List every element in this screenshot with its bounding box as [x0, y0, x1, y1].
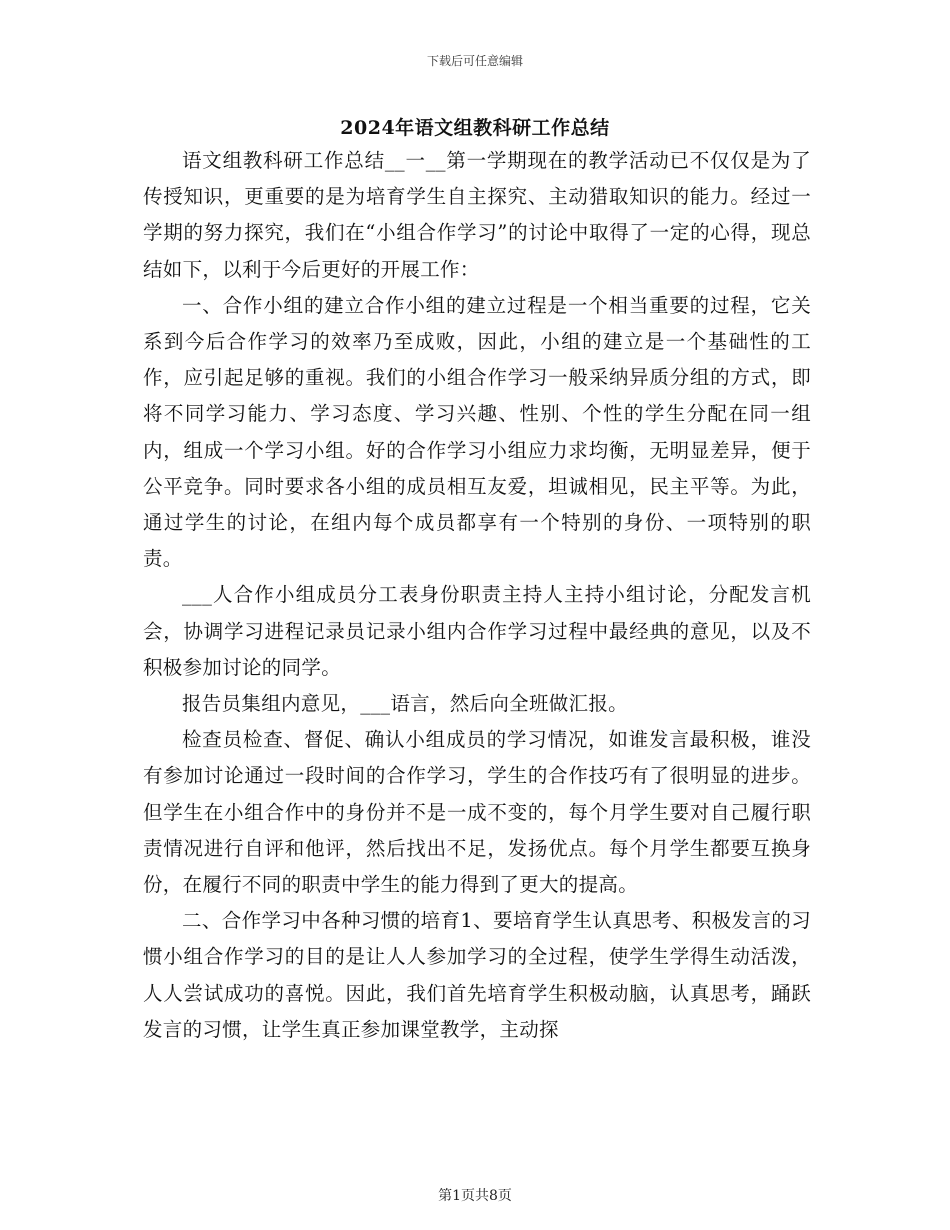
header-note: 下载后可任意编辑 [426, 54, 523, 68]
paragraph-reporter: 报告员集组内意见，___语言，然后向全班做汇报。 [182, 692, 628, 716]
paragraph-inspector: 检查员检查、督促、确认小组成员的学习情况，如谁发言最积极，谁没有参加讨论通过一段时间的合作学习，学生的合作技巧有了很明显的进步。但学生在小组合作中的身份并不是一成不变的，每个月学生要对自己履行职责情况进行自评和他评，然后找出不足，发扬优点。每个月学生都要互换身份，在履行不同的职责中学生的能力得到了更大的提高。 [143, 728, 811, 897]
page-footer: 第1页共8页 [438, 1188, 512, 1204]
paragraph-group-setup: 一、合作小组的建立合作小组的建立过程是一个相当重要的过程，它关系到今后合作学习的效率乃至成败，因此，小组的建立是一个基础性的工作，应引起足够的重视。我们的小组合作学习一般采纳异质分组的方式，即将不同学习能力、学习态度、学习兴趣、性别、个性的学生分配在同一组内，组成一个学习小组。好的合作学习小组应力求均衡，无明显差异，便于公平竞争。同时要求各小组的成员相互友爱，坦诚相见，民主平等。为此，通过学生的讨论，在组内每个成员都享有一个特别的身份、一项特别的职责。 [143, 293, 811, 571]
document-title: 2024年语文组教科研工作总结 [340, 117, 610, 139]
paragraph-roles: ___人合作小组成员分工表身份职责主持人主持小组讨论，分配发言机会，协调学习进程记录员记录小组内合作学习过程中最经典的意见，以及不积极参加讨论的同学。 [143, 583, 811, 679]
paragraph-intro: 语文组教科研工作总结__一__第一学期现在的教学活动已不仅仅是为了传授知识，更重要的是为培育学生自主探究、主动猎取知识的能力。经过一学期的努力探究，我们在“小组合作学习”的讨论中取得了一定的心得，现总结如下，以利于今后更好的开展工作： [143, 149, 811, 281]
document-body [143, 143, 811, 1048]
paragraph-habits: 二、合作学习中各种习惯的培育1、要培育学生认真思考、积极发言的习惯小组合作学习的目的是让人人参加学习的全过程，使学生学得生动活泼，人人尝试成功的喜悦。因此，我们首先培育学生积极动脑，认真思考，踊跃发言的习惯，让学生真正参加课堂教学，主动探 [143, 909, 811, 1041]
